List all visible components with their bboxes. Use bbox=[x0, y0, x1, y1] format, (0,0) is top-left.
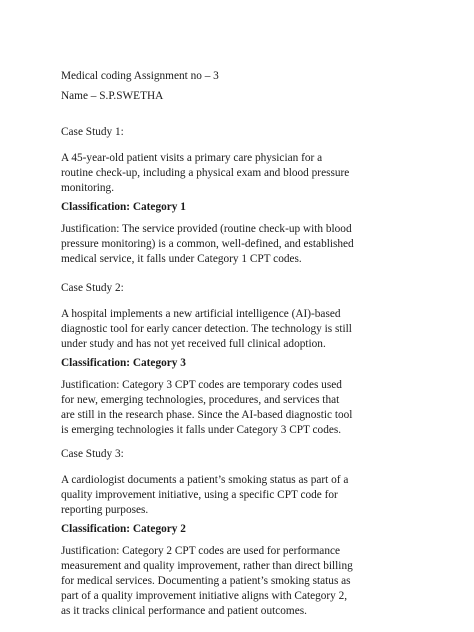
justification-line: Justification: Category 3 CPT codes are temporary codes used bbox=[61, 379, 342, 391]
justification-line: pressure monitoring) is a common, well-defined, and established bbox=[61, 238, 354, 250]
justification-line: are still in the research phase. Since the AI-based diagnostic tool bbox=[61, 409, 353, 421]
description-line: monitoring. bbox=[61, 182, 115, 194]
justification-line: Justification: The service provided (routine check-up with blood bbox=[61, 223, 352, 235]
case-study-1 bbox=[61, 125, 416, 267]
case-study-justification bbox=[61, 222, 416, 267]
justification-line: measurement and quality improvement, rather than direct billing bbox=[61, 560, 353, 572]
description-line: A hospital implements a new artificial intelligence (AI)-based bbox=[61, 308, 341, 320]
description-line: A cardiologist documents a patient’s smoking status as part of a bbox=[61, 474, 349, 486]
case-study-justification bbox=[61, 544, 416, 619]
assignment-title: Medical coding Assignment no – 3 bbox=[61, 70, 219, 82]
case-study-title: Case Study 3: bbox=[61, 448, 124, 460]
justification-line: as it tracks clinical performance and patient outcomes. bbox=[61, 605, 307, 617]
case-study-description bbox=[61, 473, 416, 518]
case-study-description bbox=[61, 307, 416, 352]
justification-line: is emerging technologies it falls under Category 3 CPT codes. bbox=[61, 424, 342, 436]
case-study-classification: Classification: Category 2 bbox=[61, 523, 186, 535]
description-line: reporting purposes. bbox=[61, 504, 149, 516]
case-study-description bbox=[61, 151, 416, 196]
justification-line: medical service, it falls under Category 1 CPT codes. bbox=[61, 253, 302, 265]
description-line: under study and has not yet received full clinical adoption. bbox=[61, 338, 326, 350]
document-header bbox=[61, 69, 421, 109]
case-study-classification: Classification: Category 1 bbox=[61, 201, 186, 213]
student-name: Name – S.P.SWETHA bbox=[61, 90, 164, 102]
case-study-justification bbox=[61, 378, 416, 438]
case-study-2 bbox=[61, 281, 416, 438]
description-line: diagnostic tool for early cancer detection. The technology is still bbox=[61, 323, 352, 335]
case-study-3 bbox=[61, 447, 416, 619]
description-line: routine check-up, including a physical exam and blood pressure bbox=[61, 167, 350, 179]
case-study-title: Case Study 2: bbox=[61, 282, 124, 294]
case-study-classification: Classification: Category 3 bbox=[61, 357, 186, 369]
justification-line: for new, emerging technologies, procedures, and services that bbox=[61, 394, 340, 406]
case-study-title: Case Study 1: bbox=[61, 126, 124, 138]
justification-line: for medical services. Documenting a patient’s smoking status as bbox=[61, 575, 351, 587]
description-line: quality improvement initiative, using a specific CPT code for bbox=[61, 489, 338, 501]
description-line: A 45-year-old patient visits a primary care physician for a bbox=[61, 152, 323, 164]
justification-line: part of a quality improvement initiative aligns with Category 2, bbox=[61, 590, 348, 602]
justification-line: Justification: Category 2 CPT codes are used for performance bbox=[61, 545, 340, 557]
